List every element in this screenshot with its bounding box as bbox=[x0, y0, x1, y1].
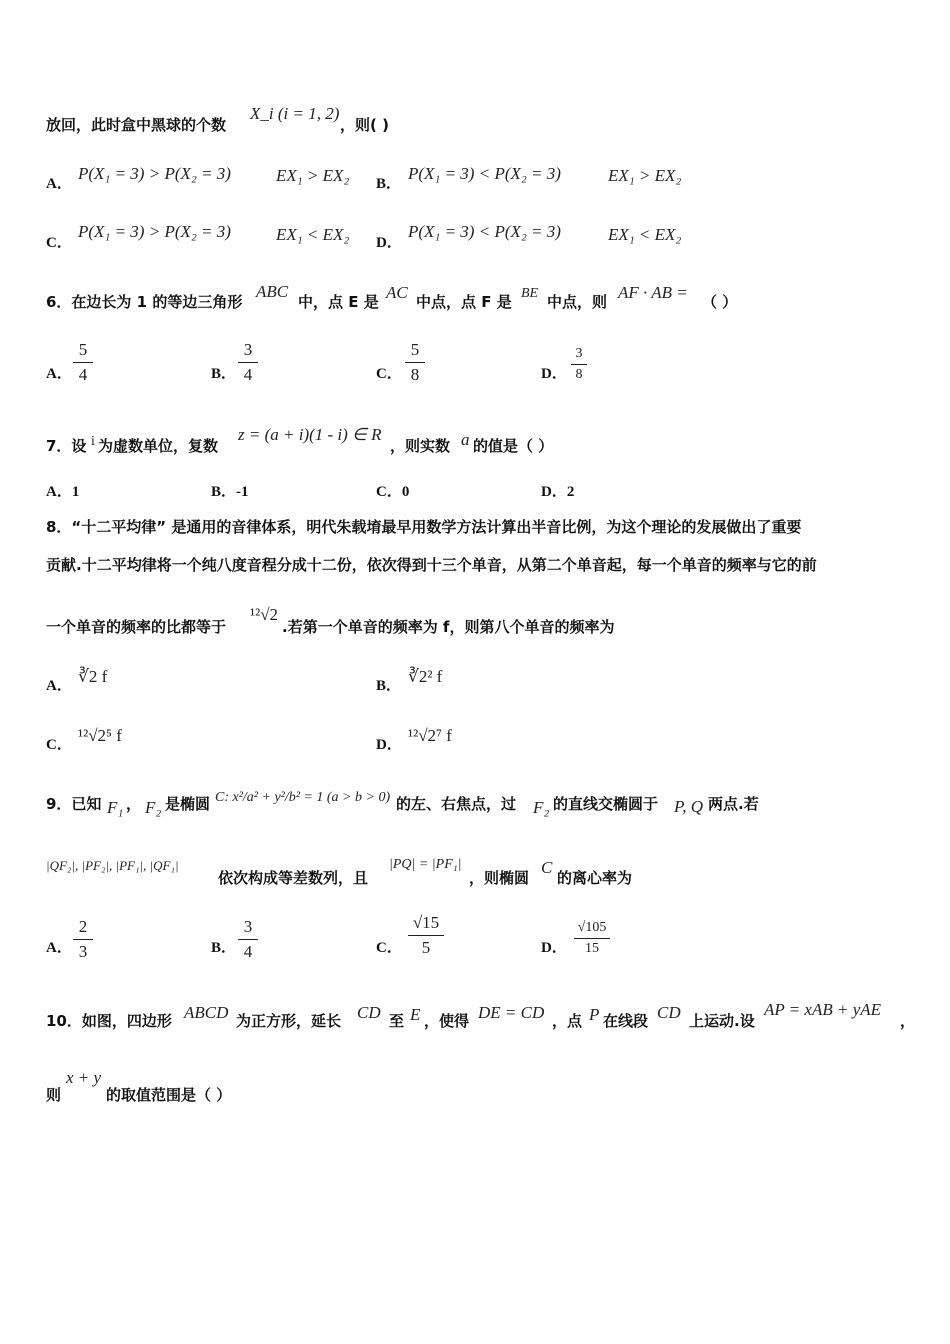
q10-text: 10．如图，四边形 bbox=[46, 1012, 172, 1030]
q9-math: P, Q bbox=[674, 797, 703, 816]
q7-option-b[interactable]: B．-1 bbox=[211, 484, 249, 500]
q10-math: AP = xAB + yAE bbox=[764, 1000, 882, 1019]
option-label: D． bbox=[541, 366, 567, 382]
q9-text: 的离心率为 bbox=[557, 869, 633, 887]
q7-option-a[interactable]: A．1 bbox=[46, 484, 80, 500]
option-fraction: 3 8 bbox=[571, 346, 587, 383]
option-exp: EX₁ < EX₂ bbox=[608, 225, 682, 244]
q7-math: z = (a + i)(1 - i) ∈ R bbox=[238, 425, 382, 444]
q10-math: x + y bbox=[66, 1068, 102, 1087]
q9-math: C bbox=[541, 858, 553, 877]
q10-math: CD bbox=[357, 1003, 381, 1022]
q10-text: ， bbox=[900, 1012, 916, 1030]
option-label: A． bbox=[46, 940, 72, 956]
option-label: D． bbox=[376, 737, 402, 753]
q7-text: 的值是（ ） bbox=[473, 437, 554, 455]
option-prob: P(X₁ = 3) > P(X₂ = 3) bbox=[78, 222, 231, 241]
option-fraction: 2 3 bbox=[73, 917, 93, 962]
q7-option-d[interactable]: D．2 bbox=[541, 484, 575, 500]
q9-text: 是椭圆 bbox=[165, 795, 211, 813]
q5-end: ，则( ) bbox=[340, 116, 389, 134]
q9-math: F₂ bbox=[145, 798, 162, 817]
option-label: C． bbox=[376, 940, 402, 956]
option-label: C． bbox=[376, 366, 402, 382]
q6-text: 中点，点 F 是 bbox=[416, 293, 512, 311]
q7-text: 为虚数单位，复数 bbox=[98, 437, 219, 455]
q5-math: X_i (i = 1, 2) bbox=[250, 104, 340, 123]
q9-ellipse: C: x²/a² + y²/b² = 1 (a > b > 0) bbox=[215, 790, 391, 805]
q10-text: 上运动.设 bbox=[689, 1012, 755, 1030]
q8-root: ¹²√2 bbox=[250, 605, 279, 624]
q7-text: 7．设 bbox=[46, 437, 87, 455]
q10-text: 则 bbox=[46, 1086, 62, 1104]
q6-math: ABC bbox=[256, 282, 289, 301]
option-label: A． bbox=[46, 366, 72, 382]
q6-math: AF · AB = bbox=[618, 283, 688, 302]
option-label: D． bbox=[376, 235, 402, 251]
option-label: D． bbox=[541, 940, 567, 956]
q9-math: F₁ bbox=[107, 798, 124, 817]
option-label: A． bbox=[46, 176, 72, 192]
option-label: B． bbox=[376, 176, 402, 192]
q10-math: DE = CD bbox=[478, 1003, 545, 1022]
q10-text: 在线段 bbox=[603, 1012, 649, 1030]
q10-text: 的取值范围是（ ） bbox=[106, 1086, 232, 1104]
option-exp: EX₁ < EX₂ bbox=[276, 225, 350, 244]
q10-text: ，点 bbox=[552, 1012, 583, 1030]
option-label: B． bbox=[211, 940, 237, 956]
q6-text: 中点，则 bbox=[547, 293, 608, 311]
option-exp: EX₁ > EX₂ bbox=[608, 166, 682, 185]
option-fraction: 3 4 bbox=[238, 917, 258, 962]
q7-math: i bbox=[91, 434, 95, 449]
q9-text: 的直线交椭圆于 bbox=[553, 795, 659, 813]
q6-text: （ ） bbox=[702, 293, 738, 311]
option-label: C． bbox=[46, 235, 72, 251]
q8-line: 贡献.十二平均律将一个纯八度音程分成十二份，依次得到十三个单音，从第二个单音起，每一个单音的频率与它的前 bbox=[46, 556, 817, 574]
option-fraction: 5 8 bbox=[405, 340, 425, 385]
option-math: ¹²√2⁷ f bbox=[408, 726, 452, 745]
q9-text: ，则椭圆 bbox=[469, 869, 530, 887]
q10-text: 至 bbox=[389, 1012, 405, 1030]
q7-option-c[interactable]: C．0 bbox=[376, 484, 410, 500]
q6-text: 中，点 E 是 bbox=[298, 293, 379, 311]
q7-math: a bbox=[461, 430, 470, 449]
q9-text: 的左、右焦点，过 bbox=[396, 795, 517, 813]
q5-text: 放回，此时盒中黑球的个数 bbox=[46, 116, 227, 134]
q6-math: AC bbox=[386, 283, 408, 302]
option-fraction: 5 4 bbox=[73, 340, 93, 385]
q10-math: CD bbox=[657, 1003, 681, 1022]
q8-line: 8．“十二平均律” 是通用的音律体系，明代朱载堉最早用数学方法计算出半音比例，为这个理论的发展做出了重要 bbox=[46, 518, 802, 536]
q6-text: 6．在边长为 1 的等边三角形 bbox=[46, 293, 243, 311]
option-fraction: √15 5 bbox=[408, 913, 444, 958]
option-prob: P(X₁ = 3) < P(X₂ = 3) bbox=[408, 222, 561, 241]
option-math: ¹²√2⁵ f bbox=[78, 726, 122, 745]
q9-math: F₂ bbox=[533, 798, 550, 817]
q9-text: ， bbox=[126, 795, 142, 813]
option-prob: P(X₁ = 3) > P(X₂ = 3) bbox=[78, 164, 231, 183]
q9-seq: |QF₂|, |PF₂|, |PF₁|, |QF₁| bbox=[46, 858, 179, 873]
option-math: ∛2 f bbox=[78, 667, 108, 686]
q10-math: P bbox=[589, 1005, 600, 1024]
option-label: B． bbox=[376, 678, 402, 694]
option-label: B． bbox=[211, 366, 237, 382]
q7-text: ，则实数 bbox=[390, 437, 451, 455]
option-label: C． bbox=[46, 737, 72, 753]
option-exp: EX₁ > EX₂ bbox=[276, 166, 350, 185]
q8-line: .若第一个单音的频率为 f，则第八个单音的频率为 bbox=[282, 618, 615, 636]
q9-eq: |PQ| = |PF₁| bbox=[389, 857, 462, 872]
option-fraction: 3 4 bbox=[238, 340, 258, 385]
q9-text: 两点.若 bbox=[708, 795, 759, 813]
q9-text: 9．已知 bbox=[46, 795, 102, 813]
q6-math: BE bbox=[521, 286, 539, 301]
option-math: ∛2² f bbox=[408, 667, 443, 686]
q10-text: ，使得 bbox=[424, 1012, 470, 1030]
q10-text: 为正方形，延长 bbox=[236, 1012, 342, 1030]
option-prob: P(X₁ = 3) < P(X₂ = 3) bbox=[408, 164, 561, 183]
q9-text: 依次构成等差数列，且 bbox=[218, 869, 369, 887]
q10-math: ABCD bbox=[184, 1003, 229, 1022]
q8-line: 一个单音的频率的比都等于 bbox=[46, 618, 227, 636]
q10-math: E bbox=[410, 1005, 421, 1024]
option-label: A． bbox=[46, 678, 72, 694]
option-fraction: √105 15 bbox=[574, 920, 610, 957]
